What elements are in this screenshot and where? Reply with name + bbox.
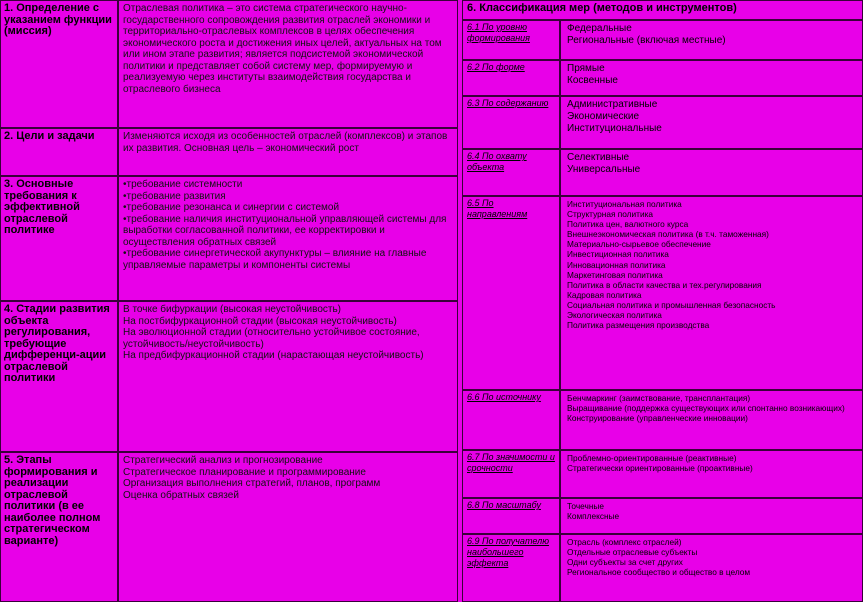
measure-item: Косвенные (567, 75, 618, 86)
definition-title: 1. Определение с указанием функции (миссия) (0, 0, 118, 128)
stage-item: На предбифуркационной стадии (нарастающая неустойчивость) (123, 350, 424, 361)
implementation-list (118, 452, 458, 602)
measure-item: Проблемно-ориентированные (реактивные) (567, 453, 737, 463)
measure-label-level: 6.1 По уровню формирования (462, 20, 560, 60)
measure-item: Точечные (567, 501, 604, 511)
measure-item: Институциональная политика (567, 199, 682, 209)
implementation-title: 5. Этапы формирования и реализации отраслевой политики (в ее наиболее полном стратегическом варианте) (0, 452, 118, 602)
requirements-title: 3. Основные требования к эффективной отраслевой политике (0, 176, 118, 301)
measure-item: Маркетинговая политика (567, 269, 663, 280)
goals-text: Изменяются исходя из особенностей отраслей (комплексов) и этапов их развития. Основная цель – экономический рост (118, 128, 458, 176)
stages-title: 4. Стадии развития объекта регулирования, требующие дифференци-ации отраслевой политики (0, 301, 118, 452)
measure-list-directions (560, 196, 863, 390)
measure-label-content: 6.3 По содержанию (462, 96, 560, 149)
goals-title: 2. Цели и задачи (0, 128, 118, 176)
implementation-item: Оценка обратных связей (123, 489, 239, 501)
measure-item: Стратегически ориентированные (проактивные) (567, 463, 753, 474)
measure-item: Бенчмаркинг (заимствование, трансплантация) (567, 393, 751, 403)
measure-item: Одни субъекты за счет других (567, 557, 683, 568)
measure-label-scale: 6.8 По масштабу (462, 498, 560, 534)
measure-item: Комплексные (567, 511, 620, 522)
measure-item: Внешнеэкономическая политика (в т.ч. таможенная) (567, 229, 769, 240)
measure-item: Политика цен, валютного курса (567, 219, 689, 230)
implementation-item: Стратегическое планирование и программирование (123, 466, 366, 478)
measure-item: Экологическая политика (567, 310, 662, 321)
measure-item: Региональное сообщество и общество в целом (567, 567, 751, 578)
measure-label-source: 6.6 По источнику (462, 390, 560, 450)
measure-list-recipient (560, 534, 863, 602)
measure-item: Политика размещения производства (567, 320, 710, 331)
measure-item: Институциональные (567, 123, 662, 134)
measure-item: Региональные (включая местные) (567, 35, 726, 46)
measure-item: Инновационная политика (567, 259, 666, 270)
requirements-list (118, 176, 458, 301)
measure-item: Отдельные отраслевые субъекты (567, 547, 698, 558)
measure-item: Универсальные (567, 164, 641, 175)
requirement-item: •требование синергетической акупунктуры – влияние на главные управляемые параметры и компоненты системы (123, 248, 427, 271)
measure-list-urgency (560, 450, 863, 498)
measure-list-content (560, 96, 863, 149)
measure-item: Политика в области качества и тех.регулирования (567, 279, 762, 290)
requirement-item: •требование развития (123, 190, 226, 202)
measure-item: Экономические (567, 111, 640, 122)
measure-item: Отрасль (комплекс отраслей) (567, 537, 682, 547)
requirement-item: •требование системности (123, 179, 243, 190)
measure-list-coverage (560, 149, 863, 196)
measure-label-recipient: 6.9 По получателю наибольшего эффекта (462, 534, 560, 602)
classification-header: 6. Классификация мер (методов и инструментов) (462, 0, 863, 20)
stage-item: В точке бифуркации (высокая неустойчивость) (123, 304, 342, 315)
measure-item: Конструирование (управленческие инновации) (567, 413, 748, 424)
requirement-item: •требование резонанса и синергии с системой (123, 202, 340, 213)
definition-text: Отраслевая политика – это система стратегического научно-государственного сопровождения развития отраслей экономики и территориально-отраслевых комплексов в целях обеспечения экономического роста и достижения иных целей, актуальных на том или ином этапе развития; является подсистемой экономической политики и представляет собой систему мер, формируемую и реализуемую через институты взаимодействия государства и отраслевого бизнеса (118, 0, 458, 128)
measure-label-form: 6.2 По форме (462, 60, 560, 96)
measure-item: Федеральные (567, 23, 632, 34)
measure-list-scale (560, 498, 863, 534)
measure-item: Административные (567, 99, 658, 110)
measure-item: Кадровая политика (567, 289, 642, 300)
measure-item: Прямые (567, 63, 605, 74)
measure-list-level (560, 20, 863, 60)
implementation-item: Стратегический анализ и прогнозирование (123, 455, 323, 466)
stages-list (118, 301, 458, 452)
measure-item: Структурная политика (567, 209, 654, 220)
implementation-item: Организация выполнения стратегий, планов, программ (123, 478, 381, 489)
measure-item: Инвестиционная политика (567, 249, 669, 260)
stage-item: На постбифуркационной стадии (высокая неустойчивость) (123, 315, 397, 327)
measure-item: Селективные (567, 152, 630, 163)
measure-label-coverage: 6.4 По охвату объекта (462, 149, 560, 196)
stage-item: На эволюционной стадии (относительно устойчивое состояние, устойчивость/неустойчивость) (123, 327, 420, 350)
measure-item: Материально-сырьевое обеспечение (567, 239, 711, 250)
measure-item: Социальная политика и промышленная безопасность (567, 299, 776, 310)
measure-label-urgency: 6.7 По значимости и срочности (462, 450, 560, 498)
measure-label-directions: 6.5 По направлениям (462, 196, 560, 390)
measure-list-source (560, 390, 863, 450)
measure-list-form (560, 60, 863, 96)
requirement-item: •требование наличия институциональной управляющей системы для выработки согласованной политики, ее корректировки и осуществления обратных связей (123, 213, 447, 248)
measure-item: Выращивание (поддержка существующих или спонтанно возникающих) (567, 403, 845, 414)
